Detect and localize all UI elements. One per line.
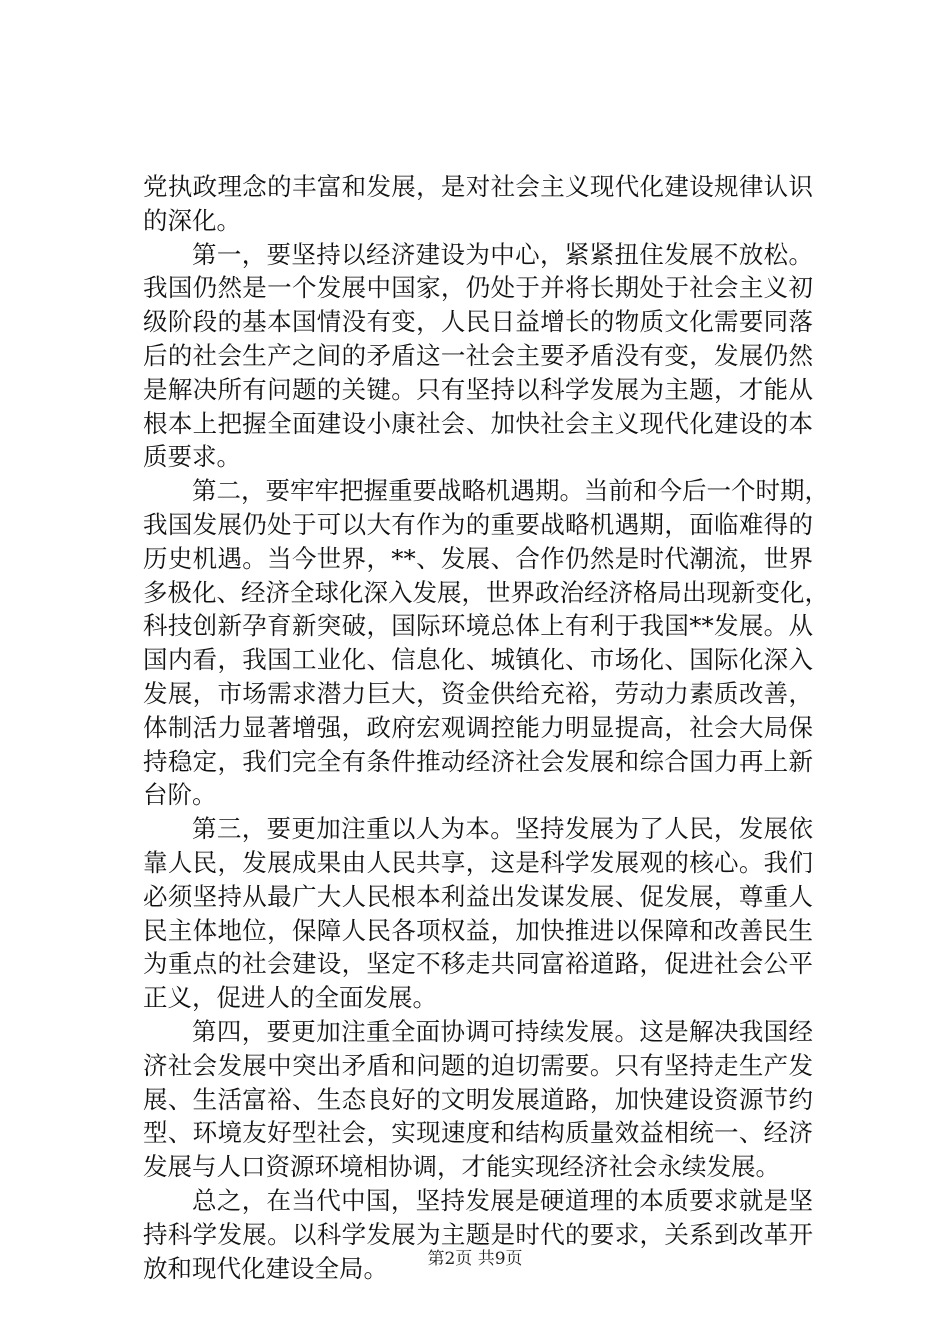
text-line: 科技创新孕育新突破，国际环境总体上有利于我国**发展。从 [143,611,813,641]
text-line: 第二，要牢牢把握重要战略机遇期。当前和今后一个时期， [192,476,829,506]
text-line: 民主体地位，保障人民各项权益，加快推进以保障和改善民生 [143,915,813,945]
text-line: 我国仍然是一个发展中国家，仍处于并将长期处于社会主义初 [143,273,813,303]
page-footer: 第2页 共9页 [427,1249,523,1269]
text-line: 持稳定，我们完全有条件推动经济社会发展和综合国力再上新 [143,746,813,776]
text-line: 型、环境友好型社会，实现速度和结构质量效益相统一、经济 [143,1118,813,1148]
text-line: 必须坚持从最广大人民根本利益出发谋发展、促发展，尊重人 [143,881,813,911]
text-line: 的深化。 [143,205,241,235]
paragraph [143,1015,813,1184]
paragraph [143,238,813,475]
text-line: 济社会发展中突出矛盾和问题的迫切需要。只有坚持走生产发 [143,1050,813,1080]
text-line: 我国发展仍处于可以大有作为的重要战略机遇期，面临难得的 [143,509,813,539]
text-line: 历史机遇。当今世界，**、发展、合作仍然是时代潮流，世界 [143,543,813,573]
text-line: 党执政理念的丰富和发展，是对社会主义现代化建设规律认识 [143,172,813,201]
text-line: 第四，要更加注重全面协调可持续发展。这是解决我国经 [192,1016,813,1046]
text-line: 质要求。 [143,442,241,472]
text-line: 级阶段的基本国情没有变，人民日益增长的物质文化需要同落 [143,307,813,337]
text-line: 正义，促进人的全面发展。 [143,983,437,1013]
document-body [143,170,829,1285]
text-line: 台阶。 [143,780,217,810]
text-line: 是解决所有问题的关键。只有坚持以科学发展为主题，才能从 [143,374,813,404]
text-line: 体制活力显著增强，政府宏观调控能力明显提高，社会大局保 [143,712,813,742]
text-line: 根本上把握全面建设小康社会、加快社会主义现代化建设的本 [143,408,813,438]
paragraph [143,474,829,812]
text-line: 多极化、经济全球化深入发展，世界政治经济格局出现新变化， [143,577,829,607]
paragraph [143,1184,813,1285]
text-line: 第三，要更加注重以人为本。坚持发展为了人民，发展依 [192,814,813,844]
text-line: 为重点的社会建设，坚定不移走共同富裕道路，促进社会公平 [143,949,813,979]
text-line: 发展，市场需求潜力巨大，资金供给充裕，劳动力素质改善， [143,678,813,708]
text-line: 国内看，我国工业化、信息化、城镇化、市场化、国际化深入 [143,645,813,675]
text-line: 展、生活富裕、生态良好的文明发展道路，加快建设资源节约 [143,1084,813,1114]
text-line: 持科学发展。以科学发展为主题是时代的要求，关系到改革开 [143,1219,813,1249]
paragraph [143,170,813,238]
text-line: 发展与人口资源环境相协调，才能实现经济社会永续发展。 [143,1152,780,1182]
text-line: 第一，要坚持以经济建设为中心，紧紧扭住发展不放松。 [192,239,813,269]
text-line: 放和现代化建设全局。 [143,1253,388,1283]
paragraph [143,812,813,1015]
text-line: 靠人民，发展成果由人民共享，这是科学发展观的核心。我们 [143,847,813,877]
text-line: 后的社会生产之间的矛盾这一社会主要矛盾没有变，发展仍然 [143,340,813,370]
text-line: 总之，在当代中国，坚持发展是硬道理的本质要求就是坚 [192,1185,813,1215]
